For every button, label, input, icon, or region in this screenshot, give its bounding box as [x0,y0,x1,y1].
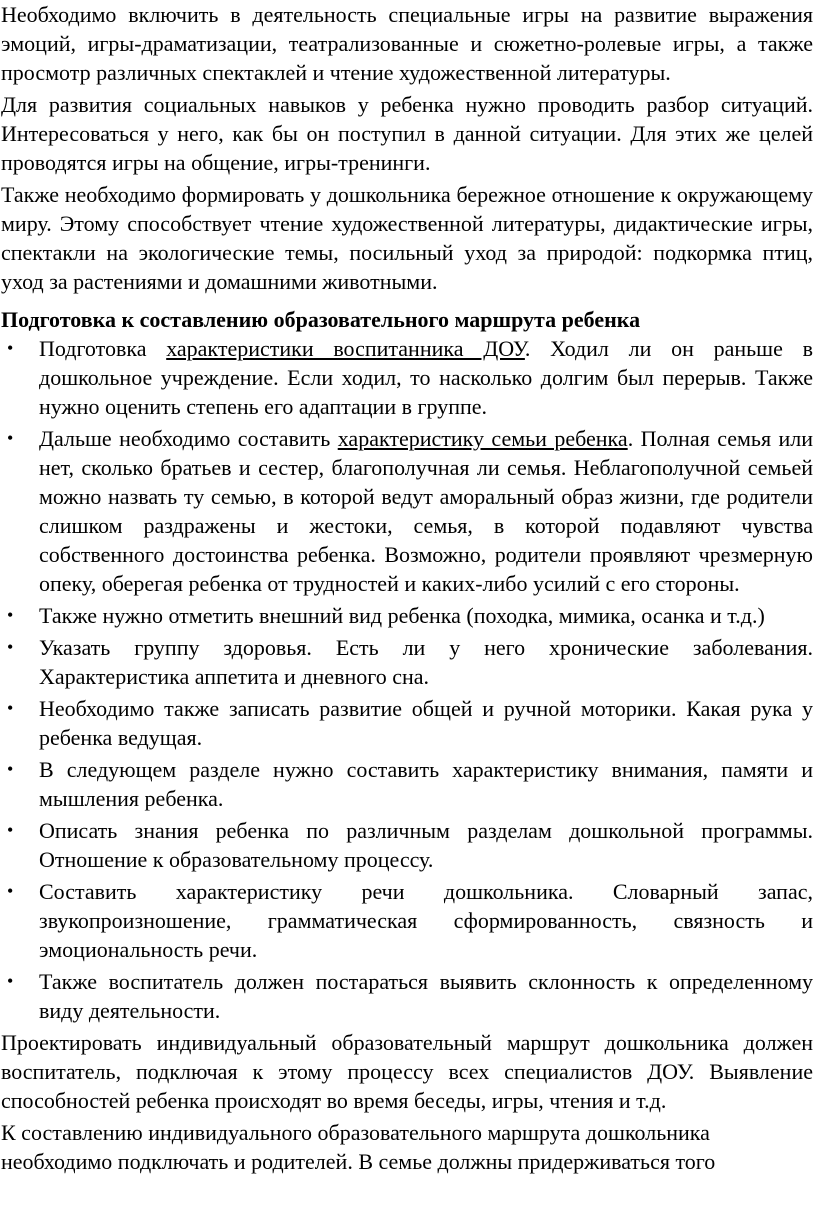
paragraph-route-design: Проектировать индивидуальный образовательный маршрут дошкольника должен воспитатель, подключая к этому процессу всех специалистов ДОУ. Выявление способностей ребенка происходят во время беседы, игры, чтения и т.д. [1,1030,813,1113]
list-item-text: Подготовка [39,336,167,361]
list-item [1,601,813,630]
paragraph-environment: Также необходимо формировать у дошкольника бережное отношение к окружающему миру. Этому способствует чтение художественной литературы, дидактические игры, спектакли на экологические темы, посильный уход за природой: подкормка птиц, уход за растениями и домашними животными. [1,182,813,294]
bullet-icon: • [7,820,14,840]
bullet-list [1,334,813,1025]
bullet-icon: • [7,428,14,448]
list-item [1,967,813,1025]
list-item-text: . Ходил ли он раньше в дошкольное учреждение. Если ходил, то насколько долгим был перерыв. Также нужно оценить степень его адаптации в группе. [39,336,813,419]
list-item-text: . Полная семья или нет, сколько братьев и сестер, благополучная ли семья. Неблагополучной семьей можно назвать ту семью, в которой ведут аморальный образ жизни, где родители слишком раздражены и жестоки, семья, в которой подавляют чувства собственного достоинства ребенка. Возможно, родители проявляют чрезмерную опеку, оберегая ребенка от трудностей и каких-либо усилий с его стороны. [39,426,814,596]
list-item [1,877,813,964]
section-heading: Подготовка к составлению образовательного маршрута ребенка [1,307,641,332]
bullet-icon: • [7,637,14,657]
paragraph-social-skills: Для развития социальных навыков у ребенка нужно проводить разбор ситуаций. Интересоваться у него, как бы он поступил в данной ситуации. Для этих же целей проводятся игры на общение, игры-тренинги. [1,92,813,175]
list-item-text: Также нужно отметить внешний вид ребенка (походка, мимика, осанка и т.д.) [39,603,765,628]
list-item-text: Указать группу здоровья. Есть ли у него хронические заболевания. Характеристика аппетита и дневного сна. [39,635,813,689]
list-item-text: Дальше необходимо составить [39,426,338,451]
paragraph-parents: К составлению индивидуального образовательного маршрута дошкольника необходимо подключать и родителей. В семье должны придерживаться того [1,1120,716,1174]
list-item [1,755,813,813]
list-item-text: Составить характеристику речи дошкольника. Словарный запас, звукопроизношение, грамматическая сформированность, связность и эмоциональность речи. [39,879,813,962]
bullet-icon: • [7,338,14,358]
list-item [1,633,813,691]
paragraph-games: Необходимо включить в деятельность специальные игры на развитие выражения эмоций, игры-драматизации, театрализованные и сюжетно-ролевые игры, а также просмотр различных спектаклей и чтение художественной литературы. [1,2,813,85]
bullet-icon: • [7,698,14,718]
bullet-icon: • [7,605,14,625]
list-item-text: Описать знания ребенка по различным разделам дошкольной программы. Отношение к образовательному процессу. [39,818,813,872]
list-item-text: Также воспитатель должен постараться выявить склонность к определенному виду деятельности. [39,969,813,1023]
list-item [1,816,813,874]
list-item [1,424,813,598]
underlined-link-text: характеристику семьи ребенка [337,426,628,451]
bullet-icon: • [7,759,14,779]
list-item [1,334,813,421]
bullet-icon: • [7,971,14,991]
underlined-link-text: характеристики воспитанника ДОУ [166,336,525,361]
list-item-text: Необходимо также записать развитие общей и ручной моторики. Какая рука у ребенка ведущая. [39,696,813,750]
list-item [1,694,813,752]
list-item-text: В следующем разделе нужно составить характеристику внимания, памяти и мышления ребенка. [39,757,813,811]
bullet-icon: • [7,881,14,901]
